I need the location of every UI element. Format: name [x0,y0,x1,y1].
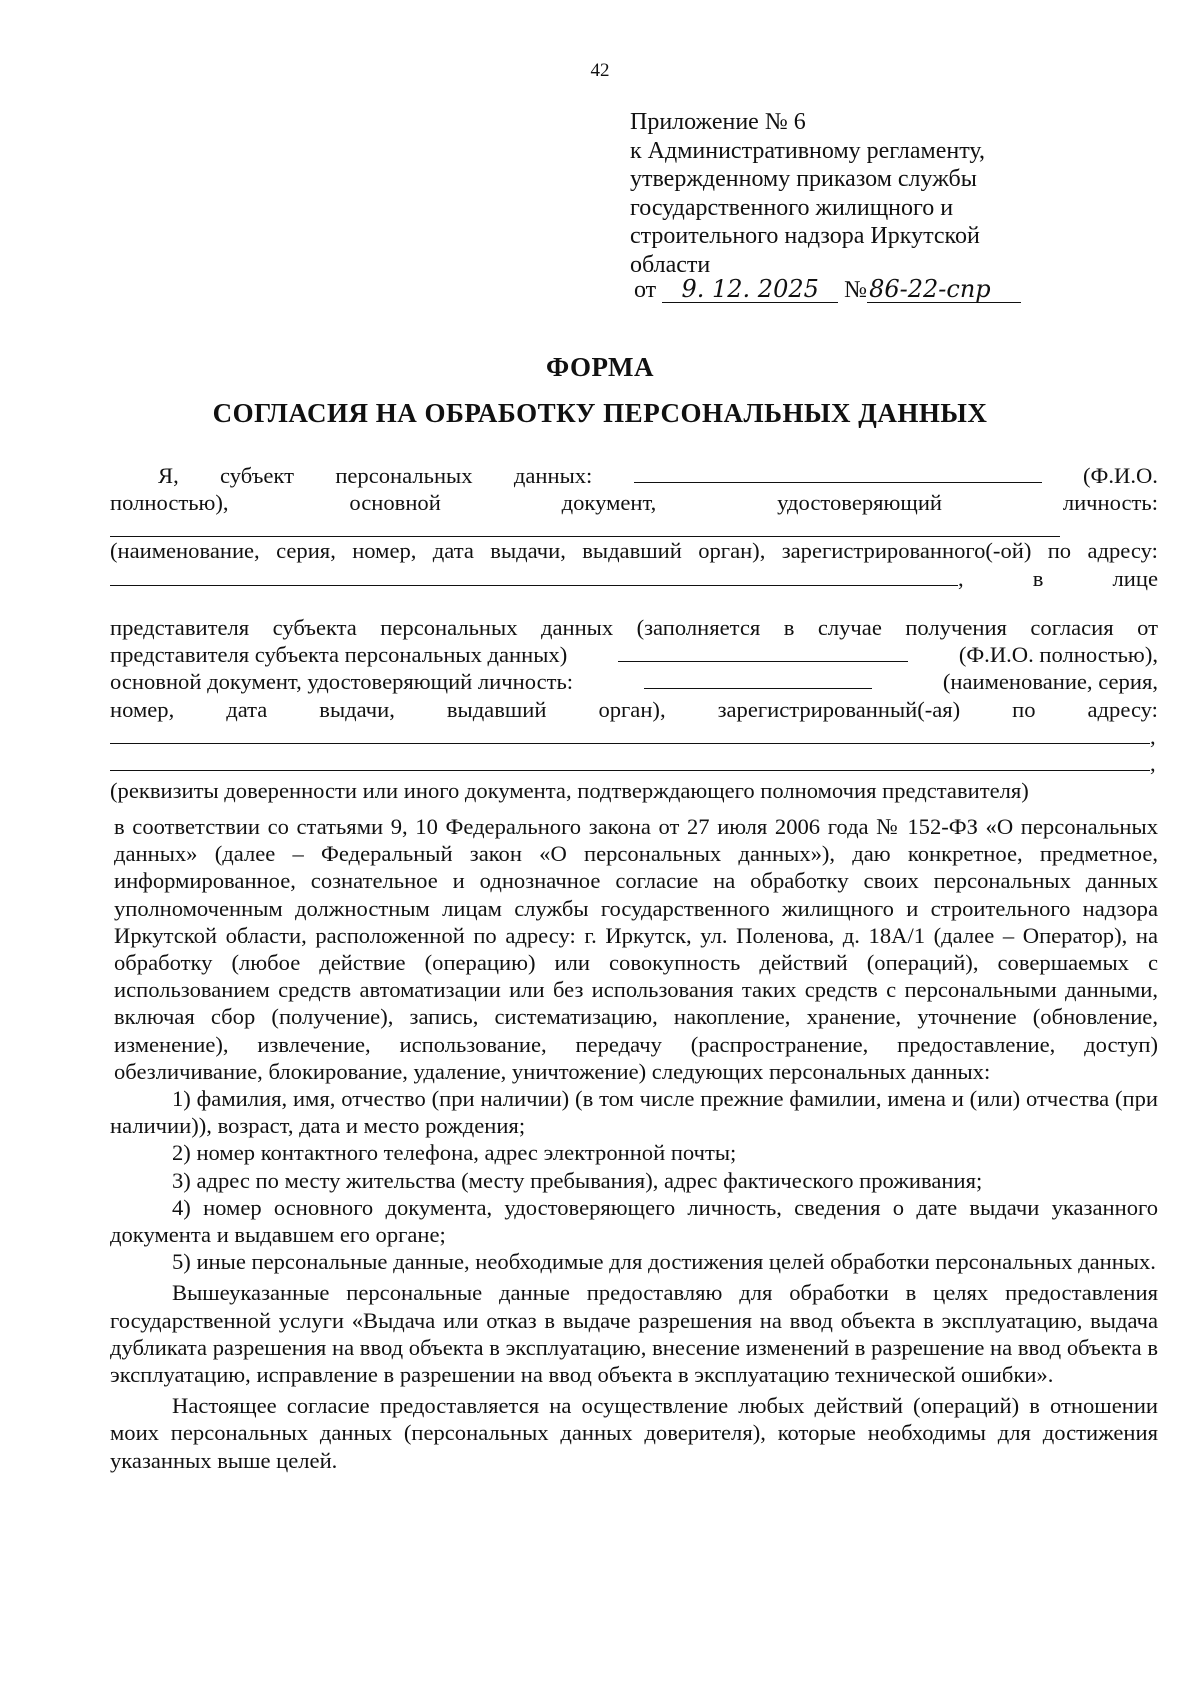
word: номер, [352,538,417,564]
comma: , [958,565,964,591]
handwritten-date: 9. 12. 2025 [662,276,838,303]
text: (Ф.И.О. полностью), [958,642,1158,668]
page-number: 42 [590,60,610,81]
data-item: 4) номер основного документа, удостоверяющего личность, сведения о дате выдачи указанного документа и выдавшем его органе; [110,1194,1158,1248]
word: полностью), [110,490,229,516]
word: основной [349,490,441,516]
word: данных [540,615,614,640]
word: дата [432,538,474,564]
representative-line-3 [110,668,1158,695]
number-prefix: № [844,277,868,303]
word: документ, [561,490,657,516]
scope-paragraph: Настоящее согласие предоставляется на осуществление любых действий (операций) в отношении моих персональных данных (персональных данных доверителя), которые необходимы для достижения указанных выше целей. [110,1393,1158,1473]
consent-paragraph: в соответствии со статьями 9, 10 Федерального закона от 27 июля 2006 года № 152-ФЗ «О персональных данных» (далее – Федеральный закон «О персональных данных»), даю конкретное, предметное, информированное, сознательное и однозначное согласие на обработку своих персональных данных уполномоченным должностным лицам службы государственного жилищного и строительного надзора Иркутской области, расположенной по адресу: г. Иркутск, ул. Поленова, д. 18А/1 (далее – Оператор), на обработку (любое действие (операцию) или совокупность действий (операций), совершаемых с использованием средств автоматизации или без использования таких средств с персональными данными, включая сбор (получение), запись, систематизацию, накопление, хранение, уточнение (обновление, изменение), извлечение, использование, передачу (распространение, предоставление, доступ) обезличивание, блокирование, удаление, уничтожение) следующих персональных данных: [114,814,1158,1084]
subject-line-1 [110,462,1158,489]
appendix-line: государственного жилищного и [630,194,954,221]
word: Я, [158,463,179,488]
word: адресу: [1087,696,1158,722]
word: номер, [110,696,175,722]
word: выдавший [446,696,547,722]
word: в [1032,565,1044,591]
appendix-line: области [630,251,711,278]
subject-line-2 [110,489,1158,516]
representative-line-2 [110,641,1158,668]
form-subtitle: СОГЛАСИЯ НА ОБРАБОТКУ ПЕРСОНАЛЬНЫХ ДАННЫХ [212,398,988,428]
subject-line-4 [110,537,1158,564]
appendix-line: утвержденному приказом службы [630,166,977,192]
word: субъект [220,463,294,488]
word: зарегистрированного(-ой) [781,538,1032,564]
word: адресу: [1087,538,1158,564]
appendix-line: к Административному регламенту, [630,137,985,164]
word: данных: [513,463,593,488]
subject-address-wrap [110,565,964,592]
word: получения [905,615,1007,640]
word: серия, [276,538,336,564]
representative-line-6 [110,750,1158,777]
word: (Ф.И.О. [1082,463,1158,488]
word: выдачи, [319,696,395,722]
text: представителя субъекта персональных данных) [110,642,568,668]
appendix-line: Приложение № 6 [630,109,806,135]
subject-line-5 [110,565,1158,592]
subject-address-field[interactable] [110,565,958,586]
word: по [1047,538,1072,564]
representative-address-field[interactable] [110,723,1150,744]
subject-section [110,462,1158,592]
purpose-paragraph: Вышеуказанные персональные данные предоставляю для обработки в целях предоставления государственной услуги «Выдача или отказ в выдаче разрешения на ввод объекта в эксплуатацию, выдача дубликата разрешения на ввод объекта в эксплуатацию, внесение изменений в разрешение на ввод объекта в эксплуатацию, исправление в разрешении на ввод объекта в эксплуатацию технической ошибки». [110,1280,1158,1388]
representative-name-field[interactable] [618,641,908,662]
word: от [1137,615,1158,640]
comma: , [1150,723,1156,749]
word: орган), [698,538,766,564]
word: удостоверяющий [777,490,942,516]
word: дата [226,696,268,722]
word: орган), [598,696,666,722]
consent-text [110,813,1158,1474]
word: персональных [380,615,518,640]
handwritten-number: 86-22-спр [867,276,1021,303]
subject-document-field[interactable] [110,516,1060,537]
data-item: 3) адрес по месту жительства (месту пребывания), адрес фактического проживания; [172,1167,983,1193]
subject-name-field[interactable] [634,462,1042,483]
word: согласия [1030,615,1114,640]
representative-section [110,614,1158,804]
appendix-block [630,108,1100,279]
representative-line-7: (реквизиты доверенности или иного документа, подтверждающего полномочия представителя) [110,778,1029,804]
data-item: 1) фамилия, имя, отчество (при наличии) (в том числе прежние фамилии, имена и (или) отчества (при наличии)), возраст, дата и место рождения; [110,1086,1158,1139]
representative-line-4 [110,696,1158,723]
word: зарегистрированный(-ая) [717,696,961,722]
form-title: ФОРМА [546,352,654,382]
word: случае [817,615,882,640]
representative-line-5 [110,723,1158,750]
data-item: 5) иные персональные данные, необходимые для достижения целей обработки персональных данных. [172,1249,1156,1275]
approval-line [634,276,1104,310]
word: личность: [1062,490,1158,516]
representative-document-field[interactable] [644,668,872,689]
text: (наименование, серия, [942,669,1158,695]
representative-line-1 [110,614,1158,641]
word: представителя [110,615,250,640]
data-item: 2) номер контактного телефона, адрес электронной почты; [172,1140,737,1166]
word: лице [1112,565,1158,591]
word: по [1012,696,1036,722]
comma: , [1150,751,1156,777]
date-prefix: от [634,277,657,303]
word: выдачи, [490,538,566,564]
word: (наименование, [110,538,260,564]
appendix-line: строительного надзора Иркутской [630,223,980,249]
text: основной документ, удостоверяющий личность: [110,669,574,695]
word: выдавший [582,538,682,564]
word: (заполняется [636,615,761,640]
power-of-attorney-field[interactable] [110,750,1150,771]
word: в [783,615,795,640]
word: субъекта [272,615,357,640]
word: персональных [335,463,473,488]
